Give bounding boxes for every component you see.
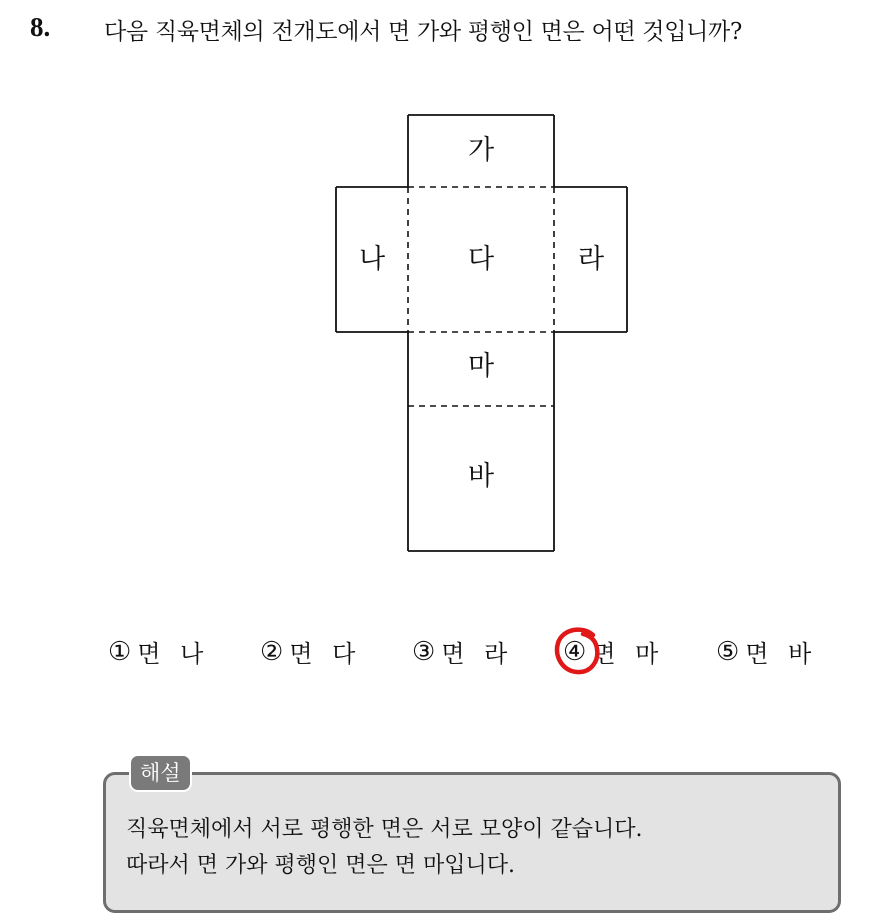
choice-number: ② (260, 636, 284, 667)
choice-number: ③ (412, 636, 436, 667)
choice-3[interactable] (412, 634, 513, 669)
choice-number: ⑤ (716, 636, 740, 667)
choice-text: 면 마 (592, 640, 665, 668)
explanation-tag: 해설 (129, 754, 192, 792)
face-ra-label: 라 (577, 244, 605, 275)
choice-1[interactable] (108, 634, 209, 669)
explanation-line-2: 따라서 면 가와 평행인 면은 면 마입니다. (126, 853, 515, 878)
face-ma-label: 마 (467, 351, 495, 382)
face-ba-label: 바 (467, 461, 495, 492)
choice-number: ④ (563, 636, 587, 667)
choice-number: ① (108, 636, 132, 667)
choice-2[interactable] (260, 634, 361, 669)
explanation-line-1: 직육면체에서 서로 평행한 면은 서로 모양이 같습니다. (126, 817, 643, 842)
question-text: 다음 직육면체의 전개도에서 면 가와 평행인 면은 어떤 것입니까? (104, 19, 742, 45)
choice-text: 면 다 (289, 640, 362, 668)
question-number: 8. (30, 12, 51, 42)
choice-5[interactable] (716, 634, 817, 669)
face-ga-label: 가 (467, 135, 495, 166)
choice-text: 면 바 (745, 640, 818, 668)
choice-text: 면 나 (137, 640, 210, 668)
face-na-label: 나 (358, 244, 386, 275)
face-da-label: 다 (467, 244, 495, 275)
answer-choices (0, 634, 884, 674)
choice-text: 면 라 (441, 640, 514, 668)
answer-mark-circle (553, 625, 603, 677)
